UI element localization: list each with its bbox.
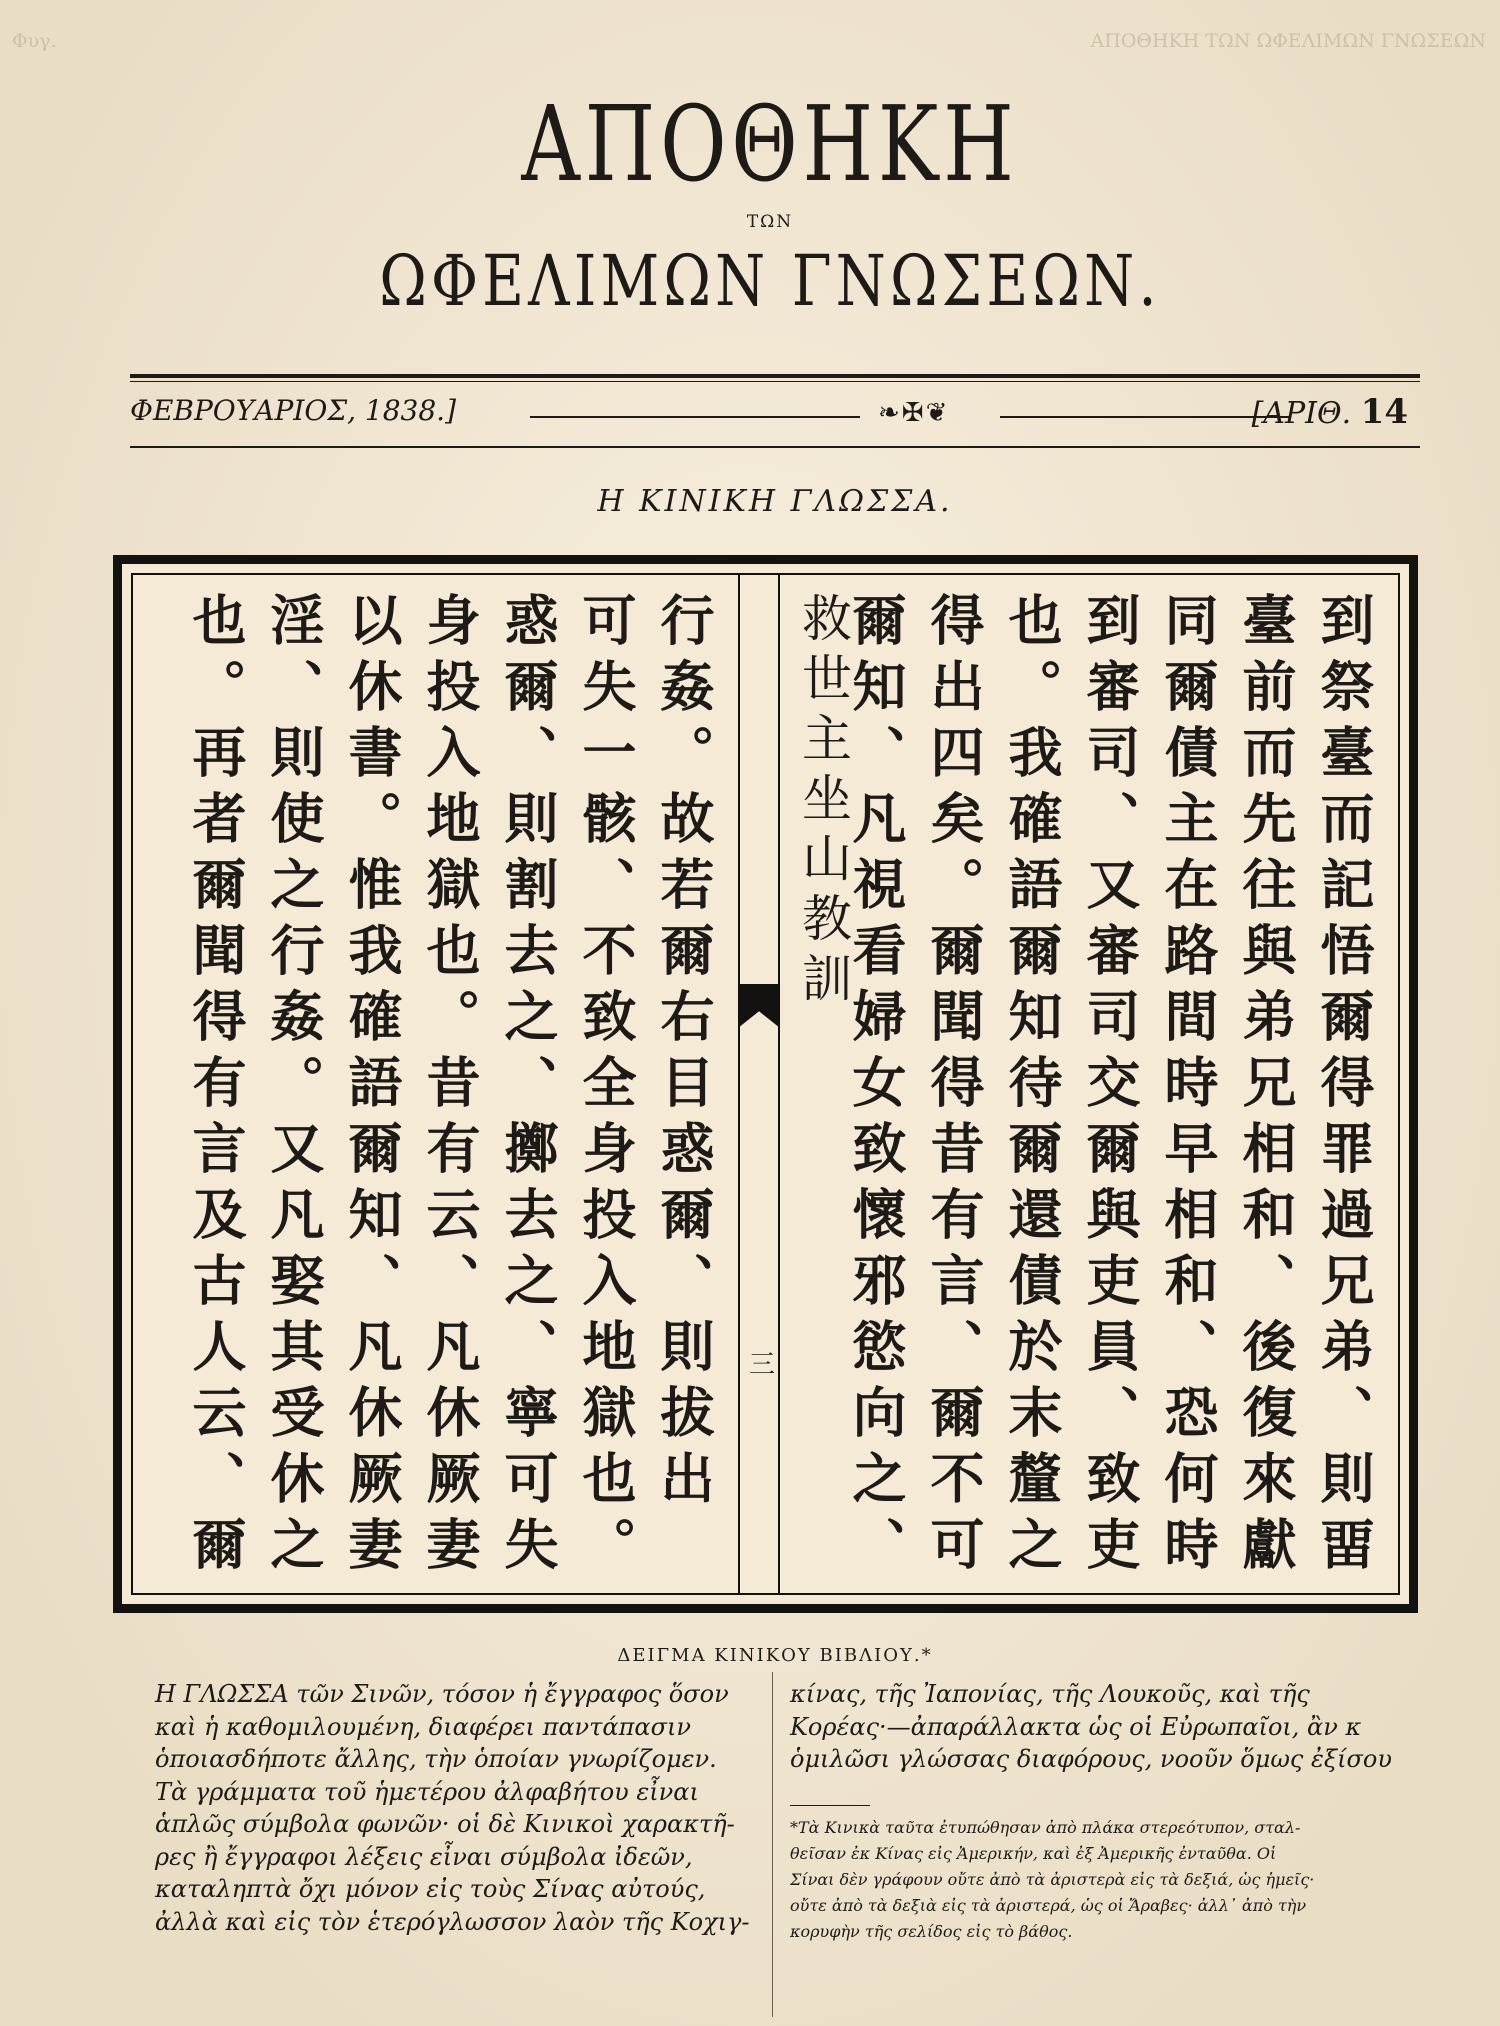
chinese-text-column: 到祭臺而記悟爾得罪過兄弟、則畱 [1312,592,1375,1582]
specimen-caption: ΔΕΙΓΜΑ ΚΙΝΙΚΟΥ ΒΙΒΛΙΟΥ.* [617,1645,933,1666]
footnote [790,1815,1420,1945]
chinese-text-column: 得出四矣。爾聞得昔有言、爾不可 [922,592,985,1582]
column-rule [772,1672,773,2017]
chinese-text-column: 以休書。惟我確語爾知、凡休厥妻 [340,592,403,1582]
fishtail-marker-icon [738,984,780,1028]
chinese-woodblock-specimen [113,555,1418,1613]
chinese-text-column: 臺前而先往與弟兄相和、後復來獻 [1234,592,1297,1582]
text-line: Κορέας·—ἀπαράλλακτα ὡς οἱ Εὐρωπαῖοι, ἂν κ [790,1712,1362,1741]
text-line: κορυφὴν τῆς σελίδος εἰς τὸ βάθος. [790,1922,1073,1941]
text-line: ὁμιλῶσι γλώσσας διαφόρους, νοοῦν ὅμως ἐξίσου [790,1745,1392,1773]
text-line: καταληπτὰ ὄχι μόνον εἰς τοὺς Σίνας αὐτούς, [155,1875,706,1903]
issue-number-label: [ΑΡΙΘ. [1251,396,1352,431]
dateline-rule-left [530,416,860,418]
text-line: ἁπλῶς σύμβολα φωνῶν· οἱ δὲ Κινικοὶ χαρακτῆ- [155,1810,735,1838]
chinese-text-column: 淫、則使之行姦。又凡娶其受休之 [262,592,325,1582]
specimen-page-number: 三 [749,1350,776,1380]
masthead-thin-rule [130,381,1420,382]
masthead-title: ΑΠΟΘΗΚΗ [521,83,1019,205]
text-line: *Τὰ Κινικὰ ταῦτα ἐτυπώθησαν ἀπὸ πλάκα στερεότυπον, σταλ- [790,1818,1301,1837]
text-line: Η ΓΛΩΣΣΑ τῶν Σινῶν, τόσον ἡ ἔγγραφος ὅσον [155,1680,729,1708]
specimen-margin-title: 救世主坐山教訓 [794,592,852,1012]
text-line: Τὰ γράμματα τοῦ ἡμετέρου ἀλφαβήτου εἶναι [155,1777,699,1806]
chinese-text-column: 爾知、凡視看婦女致懷邪慾向之、 [844,592,907,1582]
dateline [130,392,1420,442]
chinese-text-column: 可失一骸、不致全身投入地獄也。 [574,592,637,1582]
text-line: καὶ ἡ καθομιλουμένη, διαφέρει παντάπασιν [155,1712,691,1741]
text-line: οὔτε ἀπὸ τὰ δεξιὰ εἰς τὰ ἀριστερά, ὡς οἱ Ἄραβες· ἀλλ᾽ ἀπὸ τὴν [790,1896,1307,1915]
issue-number [1252,392,1408,432]
dateline-bottom-rule [130,446,1420,448]
text-line: ὁποιασδήποτε ἄλλης, τὴν ὁποίαν γνωρίζομεν. [155,1745,717,1773]
text-line: κίνας, τῆς Ἰαπονίας, τῆς Λουκοῦς, καὶ τῆς [790,1680,1310,1708]
issue-number-value: 14 [1360,392,1408,432]
masthead-connector: ΤΩΝ [746,212,794,232]
bleed-through-left: Φυγ. [12,30,57,52]
chinese-text-column: 到審司、又審司交爾與吏員、致吏 [1078,592,1141,1582]
specimen-center-divider [738,574,780,1594]
dateline-rule-right [1000,416,1290,418]
section-title: Η ΚΙΝΙΚΗ ΓΛΩΣΣΑ. [597,484,953,519]
text-line: Σίναι δὲν γράφουν οὔτε ἀπὸ τὰ ἀριστερὰ εἰς τὰ δεξιά, ὡς ἡμεῖς· [790,1870,1315,1889]
masthead-thick-rule [130,374,1420,378]
article-column-right [790,1678,1420,1776]
article-column-left [155,1678,755,1938]
chinese-text-column: 同爾債主在路間時早相和、恐何時 [1156,592,1219,1582]
text-line: θεῖσαν ἐκ Κίνας εἰς Ἀμερικήν, καὶ ἐξ Ἀμερικῆς ἐνταῦθα. Οἱ [790,1844,1277,1863]
issue-date: ΦΕΒΡΟΥΑΡΙΟΣ, 1838.] [130,394,457,427]
text-line: ἀλλὰ καὶ εἰς τὸν ἑτερόγλωσσον λαὸν τῆς Κοχιγ- [155,1907,750,1936]
chinese-text-column: 行姦。故若爾右目惑爾、則拔出 [652,592,715,1516]
fleuron-ornament-icon: ❧✠❦ [878,398,950,428]
chinese-text-column: 身投入地獄也。昔有云、凡休厥妻 [418,592,481,1582]
chinese-text-column: 惑爾、則割去之、擲去之、寧可失 [496,592,559,1582]
masthead-subtitle: ΩΦΕΛΙΜΩΝ ΓΝΩΣΕΩΝ. [379,240,1161,322]
chinese-text-column: 也。再者爾聞得有言及古人云、爾 [184,592,247,1582]
text-line: ρες ἢ ἔγγραφοι λέξεις εἶναι σύμβολα ἰδεῶν, [155,1842,693,1871]
chinese-text-column: 也。我確語爾知待爾還債於末釐之 [1000,592,1063,1582]
bleed-through-right: ΑΠΟΘΗΚΗ ΤΩΝ ΩΦΕΛΙΜΩΝ ΓΝΩΣΕΩΝ [1090,30,1486,52]
footnote-rule [790,1805,870,1806]
